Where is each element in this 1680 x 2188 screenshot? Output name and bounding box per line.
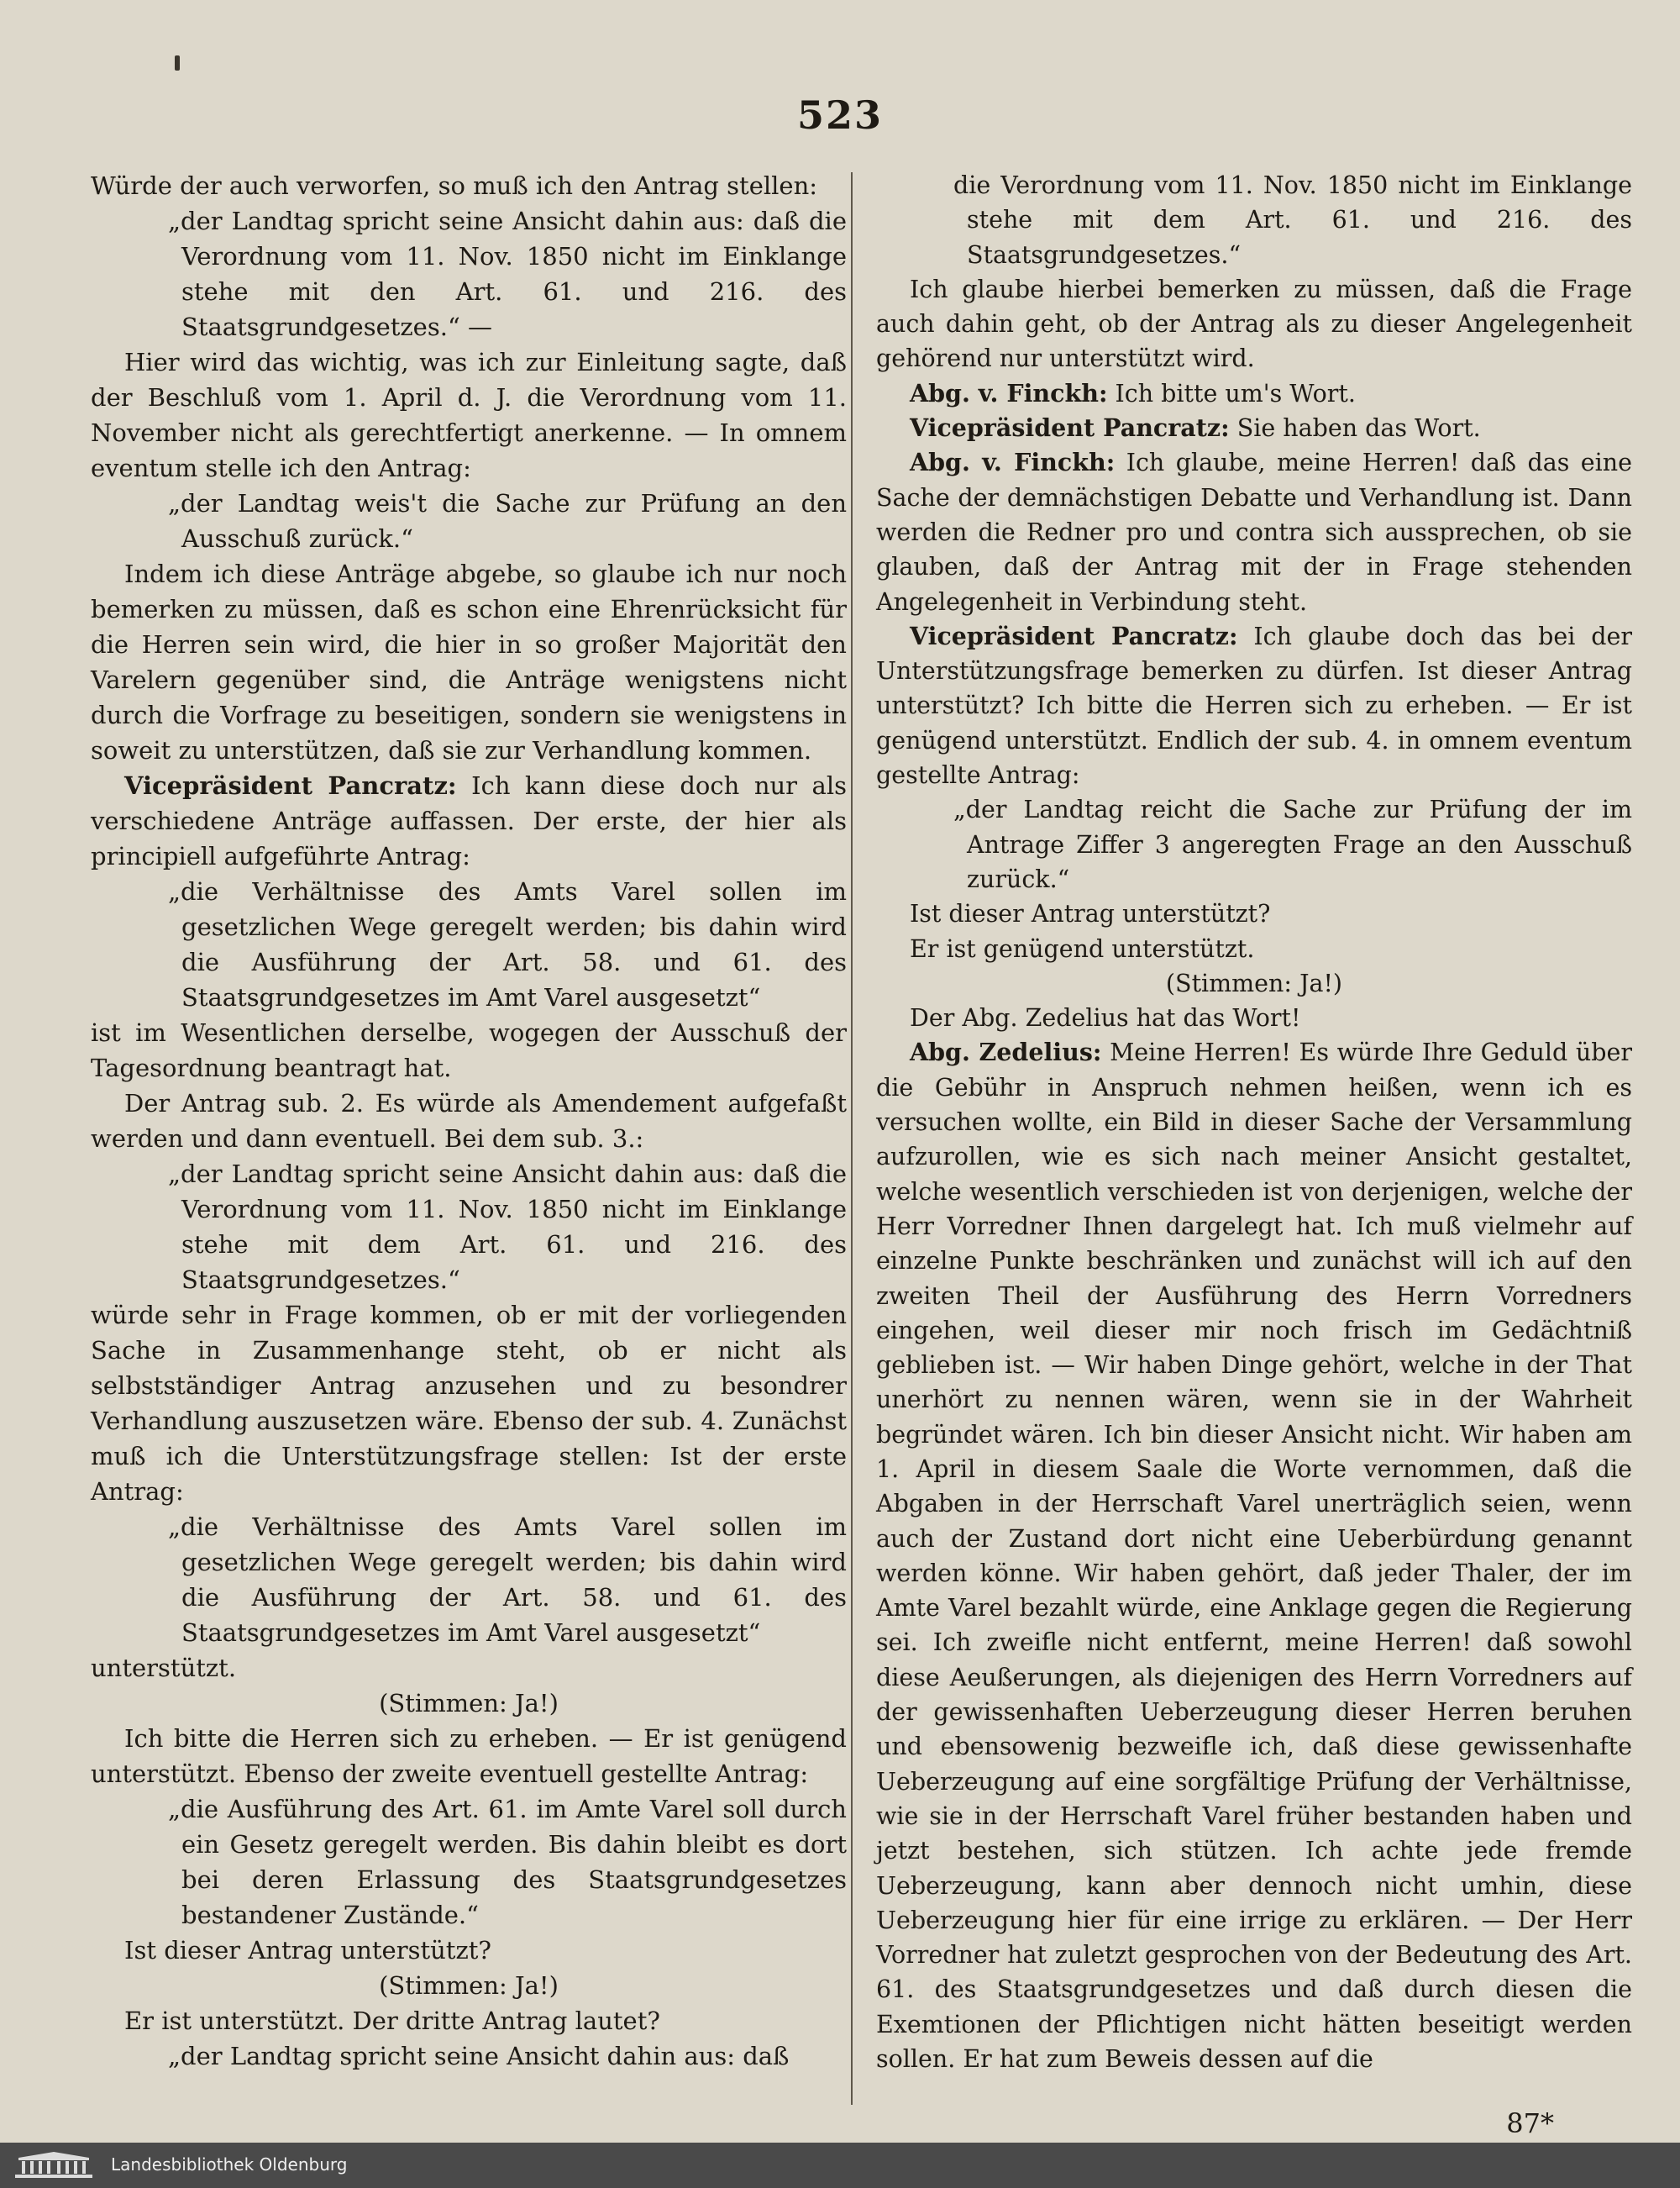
left-column	[91, 168, 847, 2074]
paragraph-text: Ich bitte um's Wort.	[1107, 379, 1356, 408]
paragraph	[91, 556, 847, 768]
speaker-name: Vicepräsident Pancratz:	[910, 413, 1230, 443]
speaker-name: Vicepräsident Pancratz:	[910, 621, 1238, 650]
paragraph	[876, 168, 1632, 272]
paragraph-text: Ich glaube hierbei bemerken zu müssen, daß die Frage auch dahin geht, ob der Antrag als zu dieser Angelegenheit gehörend nur unterstützt wird.	[876, 275, 1632, 373]
paragraph	[91, 486, 847, 556]
page-number: 523	[796, 92, 884, 138]
speaker-name: Abg. v. Finckh:	[910, 378, 1108, 408]
paragraph	[876, 932, 1632, 966]
paragraph	[91, 345, 847, 486]
paragraph-text: „der Landtag reicht die Sache zur Prüfung der im Antrage Ziffer 3 angeregten Frage an den Ausschuß zurück.“	[953, 796, 1632, 893]
paragraph	[876, 411, 1632, 445]
column-divider	[851, 172, 853, 2105]
paragraph-text: Der Antrag sub. 2. Es würde als Amendement aufgefaßt werden und dann eventuell. Bei dem sub. 3.:	[91, 1089, 847, 1153]
paragraph	[91, 203, 847, 345]
paragraph	[876, 376, 1632, 411]
paragraph	[876, 1001, 1632, 1035]
paragraph-text: (Stimmen: Ja!)	[379, 1689, 559, 1717]
speaker-name: Abg. Zedelius:	[910, 1038, 1102, 1067]
paragraph-text: „die Ausführung des Art. 61. im Amte Varel soll durch ein Gesetz geregelt werden. Bis dahin bleibt es dort bei deren Erlassung des Staatsgrundgesetzes bestandener Zustände.“	[168, 1795, 847, 1929]
paragraph	[876, 1035, 1632, 2076]
paragraph	[91, 768, 847, 874]
paragraph-text: „der Landtag weis't die Sache zur Prüfung an den Ausschuß zurück.“	[168, 489, 847, 553]
paragraph-text: die Verordnung vom 11. Nov. 1850 nicht im Einklange stehe mit dem Art. 61. und 216. des Staatsgrundgesetzes.“	[953, 171, 1632, 269]
paragraph-text: Ist dieser Antrag unterstützt?	[910, 900, 1271, 928]
paragraph	[876, 792, 1632, 897]
paragraph-text: „die Verhältnisse des Amts Varel sollen im gesetzlichen Wege geregelt werden; bis dahin wird die Ausführung der Art. 58. und 61. des Staatsgrundgesetzes im Amt Varel ausgesetzt“	[168, 877, 847, 1012]
paragraph	[91, 1791, 847, 1933]
paragraph-text: Sie haben das Wort.	[1229, 414, 1481, 443]
paragraph-text: Meine Herren! Es würde Ihre Geduld über die Gebühr in Anspruch nehmen heißen, wenn ich es versuchen wollte, ein Bild in dieser Sache der Versammlung aufzurollen, wie es sich nach meiner Ansicht gestaltet, welche wesentlich verschieden ist von derjenigen, welche der Herr Vorredner Ihnen dargelegt hat. Ich muß vielmehr auf einzelne Punkte beschränken und zunächst will ich auf den zweiten Theil der Ausführung des Herrn Vorredners eingehen, weil dieser mir noch frisch im Gedächtniß geblieben ist. — Wir haben Dinge gehört, welche in der That unerhört zu nennen wären, wenn sie in der Wahrheit begründet wären. Ich bin dieser Ansicht nicht. Wir haben am 1. April in diesem Saale die Worte vernommen, daß die Abgaben in der Herrschaft Varel unerträglich seien, wenn auch der Zustand dort nicht eine Ueberbürdung genannt werden könne. Wir haben gehört, daß jeder Thaler, der im Amte Varel bezahlt würde, eine Anklage gegen die Regierung sei. Ich zweifle nicht entfernt, meine Herren! daß sowohl diese Aeußerungen, als diejenigen des Herrn Vorredners auf der gewissenhaften Ueberzeugung dieser Herren beruhen und ebensowenig bezweifle ich, daß diese gewissenhafte Ueberzeugung auf eine sorgfältige Prüfung der Verhältnisse, wie sie in der Herrschaft Varel früher bestanden haben und jetzt bestehen, sich stützen. Ich achte jede fremde Ueberzeugung, kann aber dennoch nicht umhin, diese Ueberzeugung hier für eine irrige zu erklären. — Der Herr Vorredner hat zuletzt gesprochen von der Bedeutung des Art. 61. des Staatsgrundgesetzes und daß durch diesen die Exemtionen der Pflichtigen nicht hätten beseitigt werden sollen. Er hat zum Beweis dessen auf die	[876, 1039, 1633, 2074]
paragraph	[91, 168, 847, 203]
paragraph	[91, 1297, 847, 1509]
paragraph	[876, 445, 1632, 618]
paragraph	[91, 1156, 847, 1297]
paragraph	[91, 1933, 847, 1968]
paragraph	[876, 619, 1632, 792]
paragraph-text: Ich kann diese doch nur als verschiedene Anträge auffassen. Der erste, der hier als principiell aufgeführte Antrag:	[91, 771, 847, 870]
paragraph-text: „der Landtag spricht seine Ansicht dahin aus: daß die Verordnung vom 11. Nov. 1850 nicht im Einklange stehe mit dem Art. 61. und 216. des Staatsgrundgesetzes.“	[168, 1160, 847, 1294]
paragraph	[876, 272, 1632, 376]
paragraph-text: Ich glaube doch das bei der Unterstützungsfrage bemerken zu dürfen. Ist dieser Antrag unterstützt? Ich bitte die Herren sich zu erheben. — Er ist genügend unterstützt. Endlich der sub. 4. in omnem eventum gestellte Antrag:	[876, 622, 1632, 790]
paragraph	[876, 966, 1632, 1001]
speaker-name: Abg. v. Finckh:	[910, 448, 1116, 477]
paragraph	[91, 2003, 847, 2038]
paragraph-text: Er ist unterstützt. Der dritte Antrag lautet?	[124, 2007, 660, 2035]
paragraph	[91, 1968, 847, 2003]
paragraph-text: „der Landtag spricht seine Ansicht dahin aus: daß	[168, 2042, 790, 2070]
paragraph-text: unterstützt.	[91, 1654, 237, 1682]
paragraph-text: Hier wird das wichtig, was ich zur Einleitung sagte, daß der Beschluß vom 1. April d. J. die Verordnung vom 11. November nicht als gerechtfertigt anerkenne. — In omnem eventum stelle ich den Antrag:	[91, 348, 847, 482]
paragraph	[91, 1650, 847, 1686]
speaker-name: Vicepräsident Pancratz:	[124, 771, 457, 800]
paragraph	[91, 874, 847, 1015]
signature-mark: 87*	[1506, 2107, 1554, 2139]
paragraph-text: Indem ich diese Anträge abgebe, so glaube ich nur noch bemerken zu müssen, daß es schon eine Ehrenrücksicht für die Herren sein wird, die hier in so großer Majorität den Varelern gegenüber sind, die Anträge wenigstens nicht durch die Vorfrage zu beseitigen, sondern sie wenigstens in soweit zu unterstützen, daß sie zur Verhandlung kommen.	[91, 560, 847, 765]
paragraph	[91, 2038, 847, 2074]
paragraph-text: würde sehr in Frage kommen, ob er mit der vorliegenden Sache in Zusammenhange steht, ob er nicht als selbstständiger Antrag anzusehen und zu besondrer Verhandlung auszusetzen wäre. Ebenso der sub. 4. Zunächst muß ich die Unterstützungsfrage stellen: Ist der erste Antrag:	[91, 1301, 847, 1506]
paragraph	[91, 1721, 847, 1791]
paragraph	[91, 1509, 847, 1650]
paragraph-text: Ist dieser Antrag unterstützt?	[124, 1936, 491, 1964]
paragraph-text: Er ist genügend unterstützt.	[910, 934, 1255, 963]
paragraph-text: Ich bitte die Herren sich zu erheben. — Er ist genügend unterstützt. Ebenso der zweite eventuell gestellte Antrag:	[91, 1724, 847, 1788]
paragraph-text: ist im Wesentlichen derselbe, wogegen der Ausschuß der Tagesordnung beantragt hat.	[91, 1018, 847, 1082]
library-name: Landesbibliothek Oldenburg	[111, 2154, 348, 2175]
paragraph-text: Ich glaube, meine Herren! daß das eine Sache der demnächstigen Debatte und Verhandlung ist. Dann werden die Redner pro und contra sich aussprechen, ob sie glauben, daß der Antrag mit der in Frage stehenden Angelegenheit in Verbindung steht.	[876, 449, 1632, 616]
ink-mark	[175, 55, 180, 71]
paragraph-text: „die Verhältnisse des Amts Varel sollen im gesetzlichen Wege geregelt werden; bis dahin wird die Ausführung der Art. 58. und 61. des Staatsgrundgesetzes im Amt Varel ausgesetzt“	[168, 1512, 847, 1647]
paragraph-text: Der Abg. Zedelius hat das Wort!	[910, 1004, 1301, 1033]
paragraph-text: (Stimmen: Ja!)	[1165, 969, 1343, 997]
paragraph-text: Würde der auch verworfen, so muß ich den Antrag stellen:	[91, 171, 818, 200]
library-footer-bar	[0, 2143, 1680, 2188]
paragraph-text: (Stimmen: Ja!)	[379, 1971, 559, 2000]
paragraph-text: „der Landtag spricht seine Ansicht dahin aus: daß die Verordnung vom 11. Nov. 1850 nicht im Einklange stehe mit den Art. 61. und 216. des Staatsgrundgesetzes.“ —	[168, 207, 847, 341]
right-column	[876, 168, 1632, 2076]
paragraph	[876, 897, 1632, 931]
paragraph	[91, 1086, 847, 1156]
paragraph	[91, 1015, 847, 1086]
paragraph	[91, 1686, 847, 1721]
library-building-icon	[13, 2151, 94, 2180]
